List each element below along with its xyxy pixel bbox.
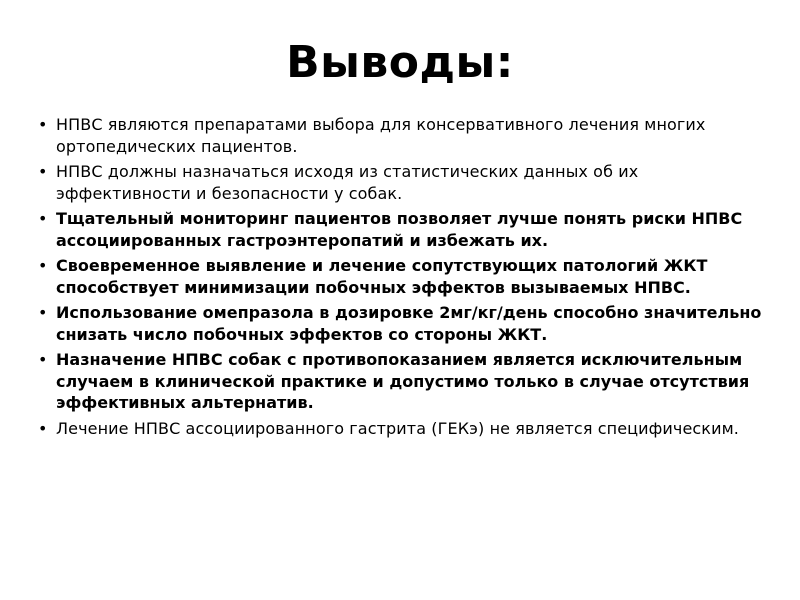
- bullet-text: Тщательный мониторинг пациентов позволяет лучше понять риски НПВС ассоциированных гастроэнтеропатий и избежать их.: [56, 209, 743, 250]
- list-item: [34, 349, 774, 414]
- list-item: [34, 255, 774, 298]
- bullet-text: Лечение НПВС ассоциированного гастрита (ГЕКэ) не является специфическим.: [56, 418, 739, 438]
- slide-title: Выводы:: [286, 37, 514, 88]
- bullet-icon: •: [38, 350, 48, 369]
- bullet-text: Своевременное выявление и лечение сопутствующих патологий ЖКТ способствует минимизации побочных эффектов вызываемых НПВС.: [56, 256, 708, 297]
- list-item: [34, 114, 774, 157]
- bullet-icon: •: [38, 303, 48, 322]
- list-item: [34, 161, 774, 204]
- list-item: [34, 208, 774, 251]
- bullet-icon: •: [38, 162, 48, 181]
- bullet-text: Использование омепразола в дозировке 2мг/кг/день способно значительно снизать число побочных эффектов со стороны ЖКТ.: [56, 303, 762, 344]
- bullet-text: Назначение НПВС собак с противопоказанием является исключительным случаем в клинической практике и допустимо только в случае отсутствия эффективных альтернатив.: [56, 350, 750, 412]
- list-item: [34, 302, 774, 345]
- bullet-text: НПВС являются препаратами выбора для консервативного лечения многих ортопедических пациентов.: [56, 115, 706, 156]
- bullet-icon: •: [38, 209, 48, 228]
- list-item: [34, 418, 774, 440]
- conclusions-list: [34, 114, 774, 443]
- bullet-text: НПВС должны назначаться исходя из статистических данных об их эффективности и безопасности у собак.: [56, 162, 639, 203]
- bullet-icon: •: [38, 115, 48, 134]
- bullet-icon: •: [38, 418, 48, 438]
- bullet-icon: •: [38, 256, 48, 275]
